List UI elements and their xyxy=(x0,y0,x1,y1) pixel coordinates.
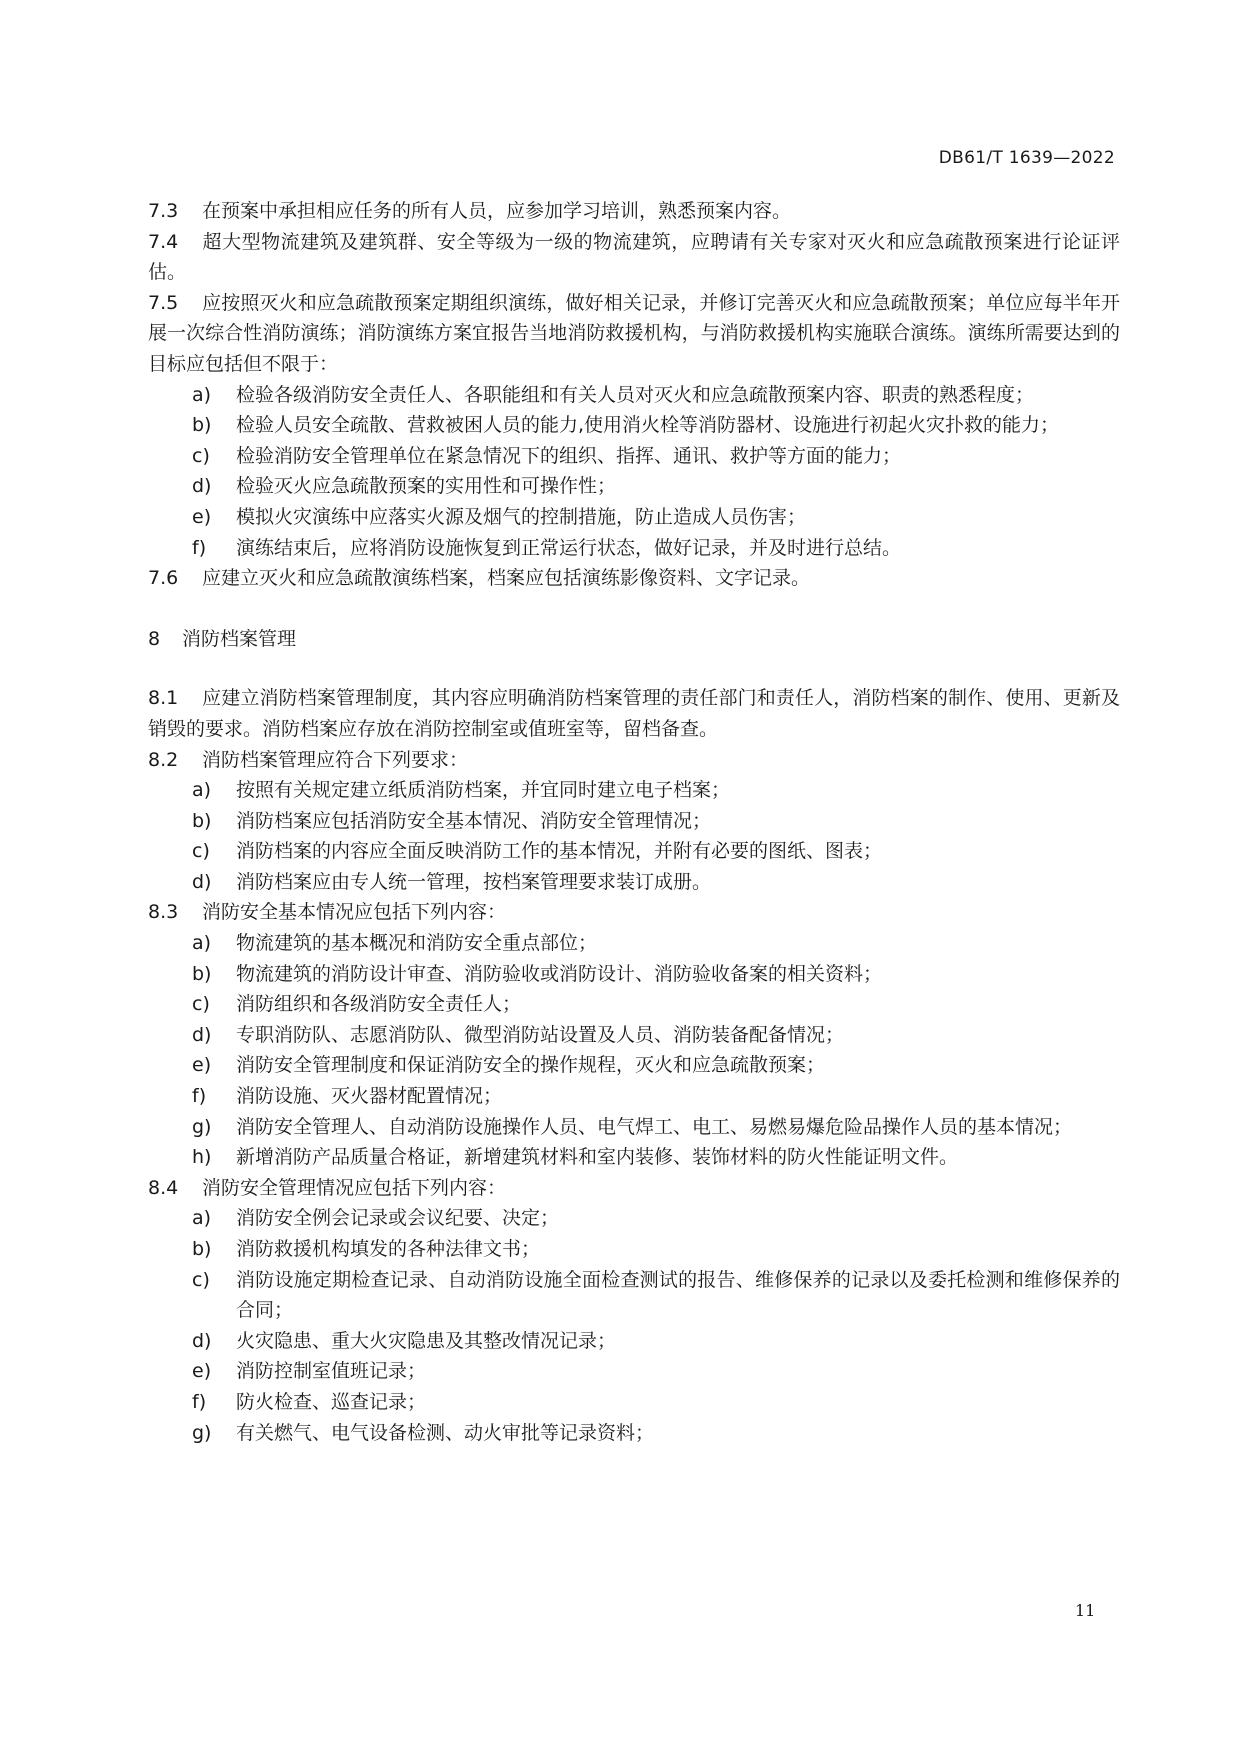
list-item-marker: b) xyxy=(192,809,212,832)
list-item xyxy=(148,1387,1120,1418)
list-item-marker: a) xyxy=(192,932,212,955)
list-item xyxy=(148,1265,1120,1326)
list-item xyxy=(148,867,1120,898)
list-item-text: 消防安全管理人、自动消防设施操作人员、电气焊工、电工、易燃易爆危险品操作人员的基本情况； xyxy=(236,1115,1073,1138)
list-item-marker: c) xyxy=(192,993,210,1016)
list-item-text: 火灾隐患、重大火灾隐患及其整改情况记录； xyxy=(236,1329,617,1352)
clause-text: 消防安全基本情况应包括下列内容： xyxy=(202,901,507,924)
list-item-marker: g) xyxy=(192,1421,212,1444)
clause-number: 7.6 xyxy=(148,567,179,590)
clause-paragraph xyxy=(148,897,1120,928)
clause-number: 7.4 xyxy=(148,230,179,253)
list-item xyxy=(148,989,1120,1020)
list-item xyxy=(148,928,1120,959)
list-item-marker: d) xyxy=(192,1329,212,1352)
list-item-marker: d) xyxy=(192,475,212,498)
clause-paragraph xyxy=(148,683,1120,744)
list-item-text: 新增消防产品质量合格证，新增建筑材料和室内装修、装饰材料的防火性能证明文件。 xyxy=(236,1146,959,1169)
list-item-text: 消防档案应包括消防安全基本情况、消防安全管理情况； xyxy=(236,809,712,832)
list-item-marker: d) xyxy=(192,870,212,893)
list-item-text: 检验消防安全管理单位在紧急情况下的组织、指挥、通讯、救护等方面的能力； xyxy=(236,444,902,467)
list-item xyxy=(148,775,1120,806)
list-item xyxy=(148,1112,1120,1143)
list-item-text: 检验人员安全疏散、营救被困人员的能力,使用消火栓等消防器材、设施进行初起火灾扑救的能力； xyxy=(236,414,1060,437)
list-item xyxy=(148,1356,1120,1387)
list-item-marker: d) xyxy=(192,1023,212,1046)
list-item-text: 物流建筑的消防设计审查、消防验收或消防设计、消防验收备案的相关资料； xyxy=(236,962,883,985)
document-body xyxy=(148,196,1120,1448)
list-item xyxy=(148,471,1120,502)
list-item xyxy=(148,1326,1120,1357)
list-item-marker: b) xyxy=(192,414,212,437)
list-item-marker: f) xyxy=(192,1390,207,1413)
list-item-text: 模拟火灾演练中应落实火源及烟气的控制措施，防止造成人员伤害； xyxy=(236,505,807,528)
clause-number: 8.4 xyxy=(148,1176,179,1199)
clause-text: 应建立消防档案管理制度，其内容应明确消防档案管理的责任部门和责任人，消防档案的制作、使用、更新及销毁的要求。消防档案应存放在消防控制室或值班室等，留档备查。 xyxy=(148,687,1120,740)
list-item-marker: h) xyxy=(192,1146,212,1169)
clause-text: 应按照灭火和应急疏散预案定期组织演练，做好相关记录，并修订完善灭火和应急疏散预案；单位应每半年开展一次综合性消防演练；消防演练方案宜报告当地消防救援机构，与消防救援机构实施联合演练。演练所需要达到的目标应包括但不限于： xyxy=(148,291,1120,375)
list-item-marker: a) xyxy=(192,383,212,406)
list-item-marker: e) xyxy=(192,1360,212,1383)
list-item-text: 检验灭火应急疏散预案的实用性和可操作性； xyxy=(236,475,617,498)
clause-number: 7.3 xyxy=(148,200,179,222)
list-item-text: 演练结束后，应将消防设施恢复到正常运行状态，做好记录，并及时进行总结。 xyxy=(236,536,902,559)
clause-paragraph xyxy=(148,1173,1120,1204)
clause-paragraph xyxy=(148,745,1120,776)
list-item xyxy=(148,1203,1120,1234)
list-item-marker: f) xyxy=(192,536,207,559)
list-item-marker: e) xyxy=(192,505,212,528)
clause-paragraph xyxy=(148,196,1120,227)
clause-number: 8.3 xyxy=(148,901,179,924)
list-item-text: 消防救援机构填发的各种法律文书； xyxy=(236,1238,541,1260)
list-item xyxy=(148,836,1120,867)
list-item xyxy=(148,1081,1120,1112)
list-item-marker: e) xyxy=(192,1054,212,1077)
clause-number: 7.5 xyxy=(148,291,179,314)
list-item-marker: c) xyxy=(192,1268,210,1291)
standard-code-header: DB61/T 1639—2022 xyxy=(938,148,1115,168)
list-item xyxy=(148,1050,1120,1081)
list-item xyxy=(148,502,1120,533)
clause-text: 在预案中承担相应任务的所有人员，应参加学习培训，熟悉预案内容。 xyxy=(202,200,792,222)
list-item-text: 消防设施定期检查记录、自动消防设施全面检查测试的报告、维修保养的记录以及委托检测和维修保养的合同； xyxy=(236,1268,1120,1322)
list-item-text: 有关燃气、电气设备检测、动火审批等记录资料； xyxy=(236,1421,655,1444)
section-number: 8 xyxy=(148,627,161,650)
list-item-text: 消防安全管理制度和保证消防安全的操作规程，灭火和应急疏散预案； xyxy=(236,1054,826,1077)
list-item-text: 防火检查、巡查记录； xyxy=(236,1390,427,1413)
list-item-text: 消防档案的内容应全面反映消防工作的基本情况，并附有必要的图纸、图表； xyxy=(236,840,883,863)
section-title: 消防档案管理 xyxy=(182,627,297,650)
list-item xyxy=(148,410,1120,441)
list-item xyxy=(148,441,1120,472)
list-item xyxy=(148,533,1120,564)
list-item-text: 消防控制室值班记录； xyxy=(236,1360,427,1383)
clause-paragraph xyxy=(148,227,1120,288)
page-number: 11 xyxy=(1075,1601,1096,1620)
list-item-text: 消防安全例会记录或会议纪要、决定； xyxy=(236,1207,560,1230)
clause-number: 8.1 xyxy=(148,687,179,710)
list-item-text: 专职消防队、志愿消防队、微型消防站设置及人员、消防装备配备情况； xyxy=(236,1023,845,1046)
clause-paragraph xyxy=(148,288,1120,380)
clause-text: 消防档案管理应符合下列要求： xyxy=(202,748,469,771)
list-item xyxy=(148,959,1120,990)
list-item xyxy=(148,1020,1120,1051)
list-item-text: 物流建筑的基本概况和消防安全重点部位； xyxy=(236,932,598,955)
clause-text: 应建立灭火和应急疏散演练档案，档案应包括演练影像资料、文字记录。 xyxy=(202,567,811,590)
list-item-marker: b) xyxy=(192,1238,212,1260)
clause-paragraph xyxy=(148,563,1120,594)
list-item-marker: c) xyxy=(192,444,210,467)
list-item-text: 检验各级消防安全责任人、各职能组和有关人员对灭火和应急疏散预案内容、职责的熟悉程度； xyxy=(236,383,1035,406)
list-item xyxy=(148,380,1120,411)
list-item-text: 按照有关规定建立纸质消防档案，并宜同时建立电子档案； xyxy=(236,779,731,802)
list-item-marker: b) xyxy=(192,962,212,985)
clause-number: 8.2 xyxy=(148,748,179,771)
list-item xyxy=(148,1418,1120,1449)
list-item-marker: g) xyxy=(192,1115,212,1138)
list-item-marker: f) xyxy=(192,1085,207,1108)
section-heading xyxy=(148,624,1120,655)
list-item-text: 消防组织和各级消防安全责任人； xyxy=(236,993,522,1016)
list-item-marker: a) xyxy=(192,1207,212,1230)
list-item-text: 消防设施、灭火器材配置情况； xyxy=(236,1085,503,1108)
list-item-marker: c) xyxy=(192,840,210,863)
clause-text: 超大型物流建筑及建筑群、安全等级为一级的物流建筑，应聘请有关专家对灭火和应急疏散预案进行论证评估。 xyxy=(148,230,1120,284)
clause-text: 消防安全管理情况应包括下列内容： xyxy=(202,1176,507,1199)
list-item xyxy=(148,1142,1120,1173)
list-item xyxy=(148,1234,1120,1265)
list-item-text: 消防档案应由专人统一管理，按档案管理要求装订成册。 xyxy=(236,870,712,893)
list-item-marker: a) xyxy=(192,779,212,802)
list-item xyxy=(148,806,1120,837)
